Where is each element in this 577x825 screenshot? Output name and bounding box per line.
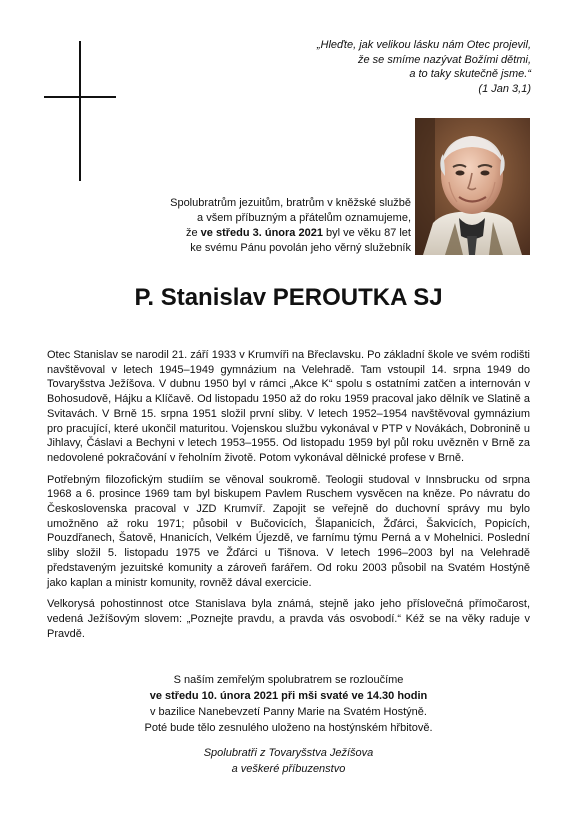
announcement-suffix: byl ve věku 87 let: [322, 227, 411, 239]
name-title: P. Stanislav: [134, 284, 267, 311]
burial-info: Poté bude tělo zesnulého uloženo na hostýnském hřbitově.: [144, 722, 433, 734]
funeral-place: v bazilice Nanebevzetí Panny Marie na Svatém Hostýně.: [150, 706, 427, 718]
signature-line-1: Spolubratři z Tovaryšstva Ježíšova: [203, 747, 374, 759]
quote-line-3: a to taky skutečně jsme.“: [409, 68, 531, 80]
quote-line-1: „Hleďte, jak velikou lásku nám Otec projevil,: [316, 39, 531, 51]
portrait-photo: [415, 118, 530, 255]
death-announcement: [141, 196, 411, 256]
bible-quote: [231, 38, 531, 96]
funeral-date: ve středu 10. února 2021 při mši svaté ve 14.30 hodin: [149, 690, 428, 702]
announcement-prefix: že: [185, 227, 201, 239]
biography-paragraph-2: Potřebným filozofickým studiím se věnoval soukromě. Teologii studoval v Innsbrucku od srpna 1968 a 6. prosince 1969 tam byl biskupem Pavlem Ruschem vysvěcen na kněze. Po návratu do Československa pracoval v JZD Krumvíř. Zapojit se veřejně do duchovní správy mu bylo umožněno až roku 1971; působil v Bučovicích, Šlapanicích, Žďárci, Šakvicích, Popicích, Pouzdřanech, Šatově, Hnanicích, Velkém Újezdě, ve farnímu týmu Perná a v Mohelnici. Poslední sliby složil 5. listopadu 1975 ve Žďárci u Tišnova. V letech 1996–2003 byl na Velehradě představeným jezuitské komunity a zároveň farářem. Od roku 2003 působil na Svatém Hostýně jako kaplan a ministr komunity, rovněž dával exercicie.: [47, 473, 530, 589]
death-date: ve středu 3. února 2021: [200, 227, 323, 239]
biography-paragraph-1: Otec Stanislav se narodil 21. září 1933 v Krumvíři na Břeclavsku. Po základní škole ve svém rodišti navštěvoval v letech 1945–1949 gymnázium na Velehradě. Tam vstoupil 14. srpna 1949 do Tovaryšstva Ježíšova. V dubnu 1950 byl v rámci „Akce K“ spolu s ostatními zatčen a internován v Bohosudově, Hájku a Klíčavě. Od listopadu 1950 až do roku 1959 pracoval jako dělník ve Slatině a Svitavách. V Brně 15. srpna 1951 složil první sliby. V letech 1952–1954 navštěvoval gymnázium pro pracující, které ukončil maturitou. Vojenskou službu vykonával v PTP v Novákách, Dobronině u Jihlavy, Čáslavi a Bechyni v letech 1953–1955. Od listopadu 1959 byl půl roku uvězněn v Brně za nedovolené pokračování v řeholním životě. Potom vykonával dělnické profese v Brně.: [47, 349, 530, 464]
announcement-line-3: [141, 226, 411, 241]
name-surname: PEROUTKA SJ: [272, 284, 443, 311]
biography-paragraph-3: Velkorysá pohostinnost otce Stanislava byla známá, stejně jako jeho příslovečná přímočarost, vedená Ježíšovým slovem: „Poznejte pravdu, a pravda vás osvobodí.“ Kéž se na věky raduje v Pravdě.: [47, 598, 530, 640]
portrait-image: [415, 118, 530, 255]
signature-line-2: a veškeré příbuzenstvo: [231, 763, 346, 775]
deceased-name: [0, 282, 577, 314]
quote-line-2: že se smíme nazývat Božími dětmi,: [358, 53, 531, 66]
funeral-info: [0, 672, 577, 736]
announcement-line-1: Spolubratrům jezuitům, bratrům v kněžské službě: [170, 197, 411, 209]
cross-icon-horizontal-beam: [44, 96, 116, 98]
announcement-line-2: a všem příbuzným a přátelům oznamujeme,: [197, 212, 411, 224]
biography: [47, 348, 530, 648]
announcement-line-4: ke svému Pánu povolán jeho věrný služebník: [190, 242, 411, 254]
quote-reference: (1 Jan 3,1): [478, 82, 531, 95]
cross-icon-vertical-beam: [79, 41, 81, 181]
signature: [0, 745, 577, 777]
funeral-line-1: S naším zemřelým spolubratrem se rozloučíme: [173, 674, 404, 686]
